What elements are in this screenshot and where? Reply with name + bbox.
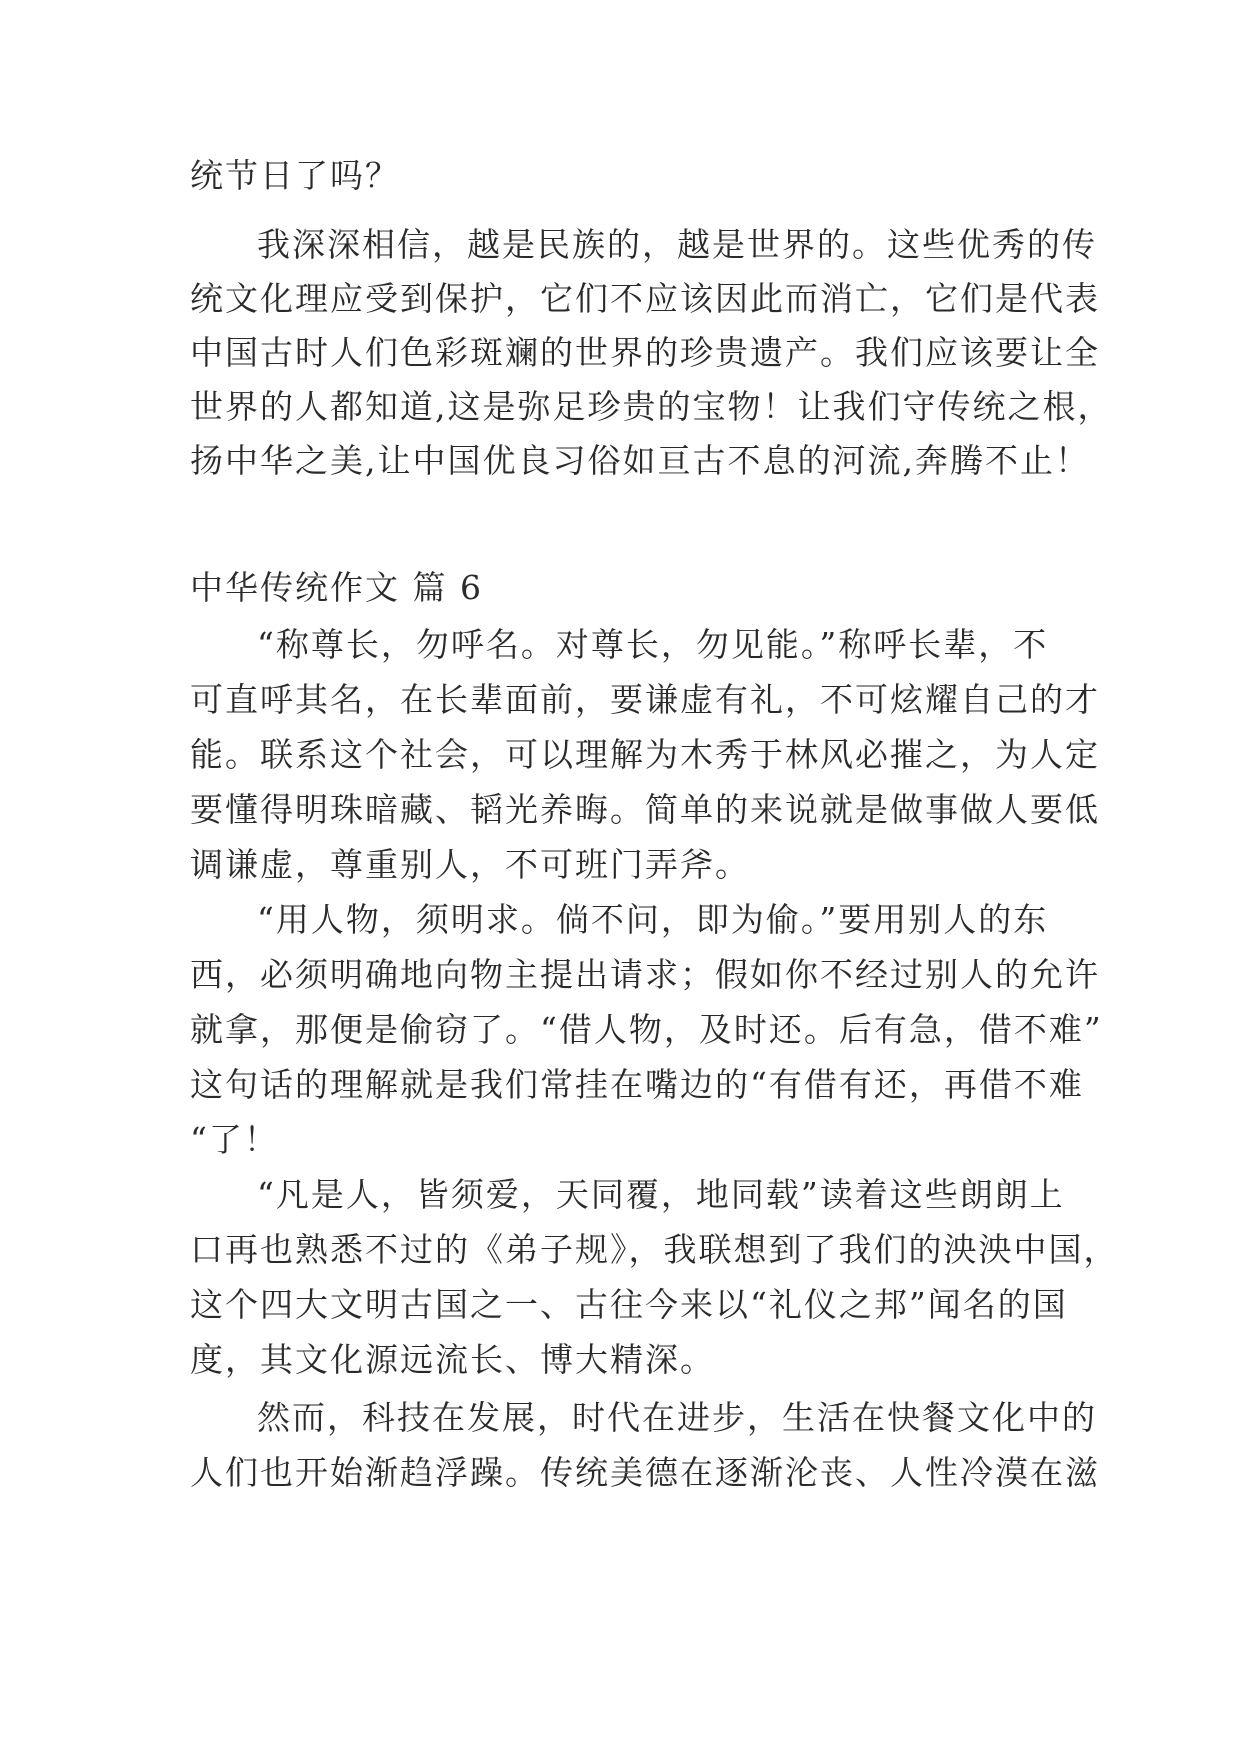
paragraph-first-line: “凡是人，皆须爱，天同覆，地同载”读着这些朗朗上 xyxy=(257,1175,1065,1214)
text-line: 就拿，那便是偷窃了。“借人物，及时还。后有急，借不难” xyxy=(190,1010,1103,1049)
text-line: 这句话的理解就是我们常挂在嘴边的“有借有还，再借不难 xyxy=(190,1065,1084,1104)
text-line: 中国古时人们色彩斑斓的世界的珍贵遗产。我们应该要让全 xyxy=(190,333,1100,372)
text-line: 人们也开始渐趋浮躁。传统美德在逐渐沦丧、人性冷漠在滋 xyxy=(190,1453,1100,1492)
text-line: 西，必须明确地向物主提出请求；假如你不经过别人的允许 xyxy=(190,955,1100,994)
text-line: 扬中华之美,让中国优良习俗如亘古不息的河流,奔腾不止！ xyxy=(190,441,1090,480)
text-line: 统节日了吗？ xyxy=(190,156,400,195)
text-line: 世界的人都知道,这是弥足珍贵的宝物！让我们守传统之根， xyxy=(190,387,1113,426)
paragraph-first-line: 然而，科技在发展，时代在进步，生活在快餐文化中的 xyxy=(257,1398,1097,1437)
text-line: 调谦虚，尊重别人，不可班门弄斧。 xyxy=(190,845,750,884)
text-line: 要懂得明珠暗藏、韬光养晦。简单的来说就是做事做人要低 xyxy=(190,790,1100,829)
text-line: 能。联系这个社会，可以理解为木秀于林风必摧之，为人定 xyxy=(190,735,1100,774)
essay-heading: 中华传统作文 篇 6 xyxy=(190,568,483,607)
text-line: 口再也熟悉不过的《弟子规》，我联想到了我们的泱泱中国， xyxy=(190,1230,1119,1269)
text-line: 可直呼其名，在长辈面前，要谦虚有礼，不可炫耀自己的才 xyxy=(190,680,1100,719)
text-line: “了！ xyxy=(190,1120,279,1159)
text-line: 统文化理应受到保护，它们不应该因此而消亡，它们是代表 xyxy=(190,279,1100,318)
text-line: 度，其文化源远流长、博大精深。 xyxy=(190,1340,715,1379)
paragraph-first-line: “用人物，须明求。倘不问，即为偷。”要用别人的东 xyxy=(257,900,1049,939)
paragraph-first-line: “称尊长，勿呼名。对尊长，勿见能。”称呼长辈，不 xyxy=(257,625,1049,664)
text-line: 这个四大文明古国之一、古往今来以“礼仪之邦”闻名的国 xyxy=(190,1285,1068,1324)
paragraph-first-line: 我深深相信，越是民族的，越是世界的。这些优秀的传 xyxy=(257,225,1097,264)
